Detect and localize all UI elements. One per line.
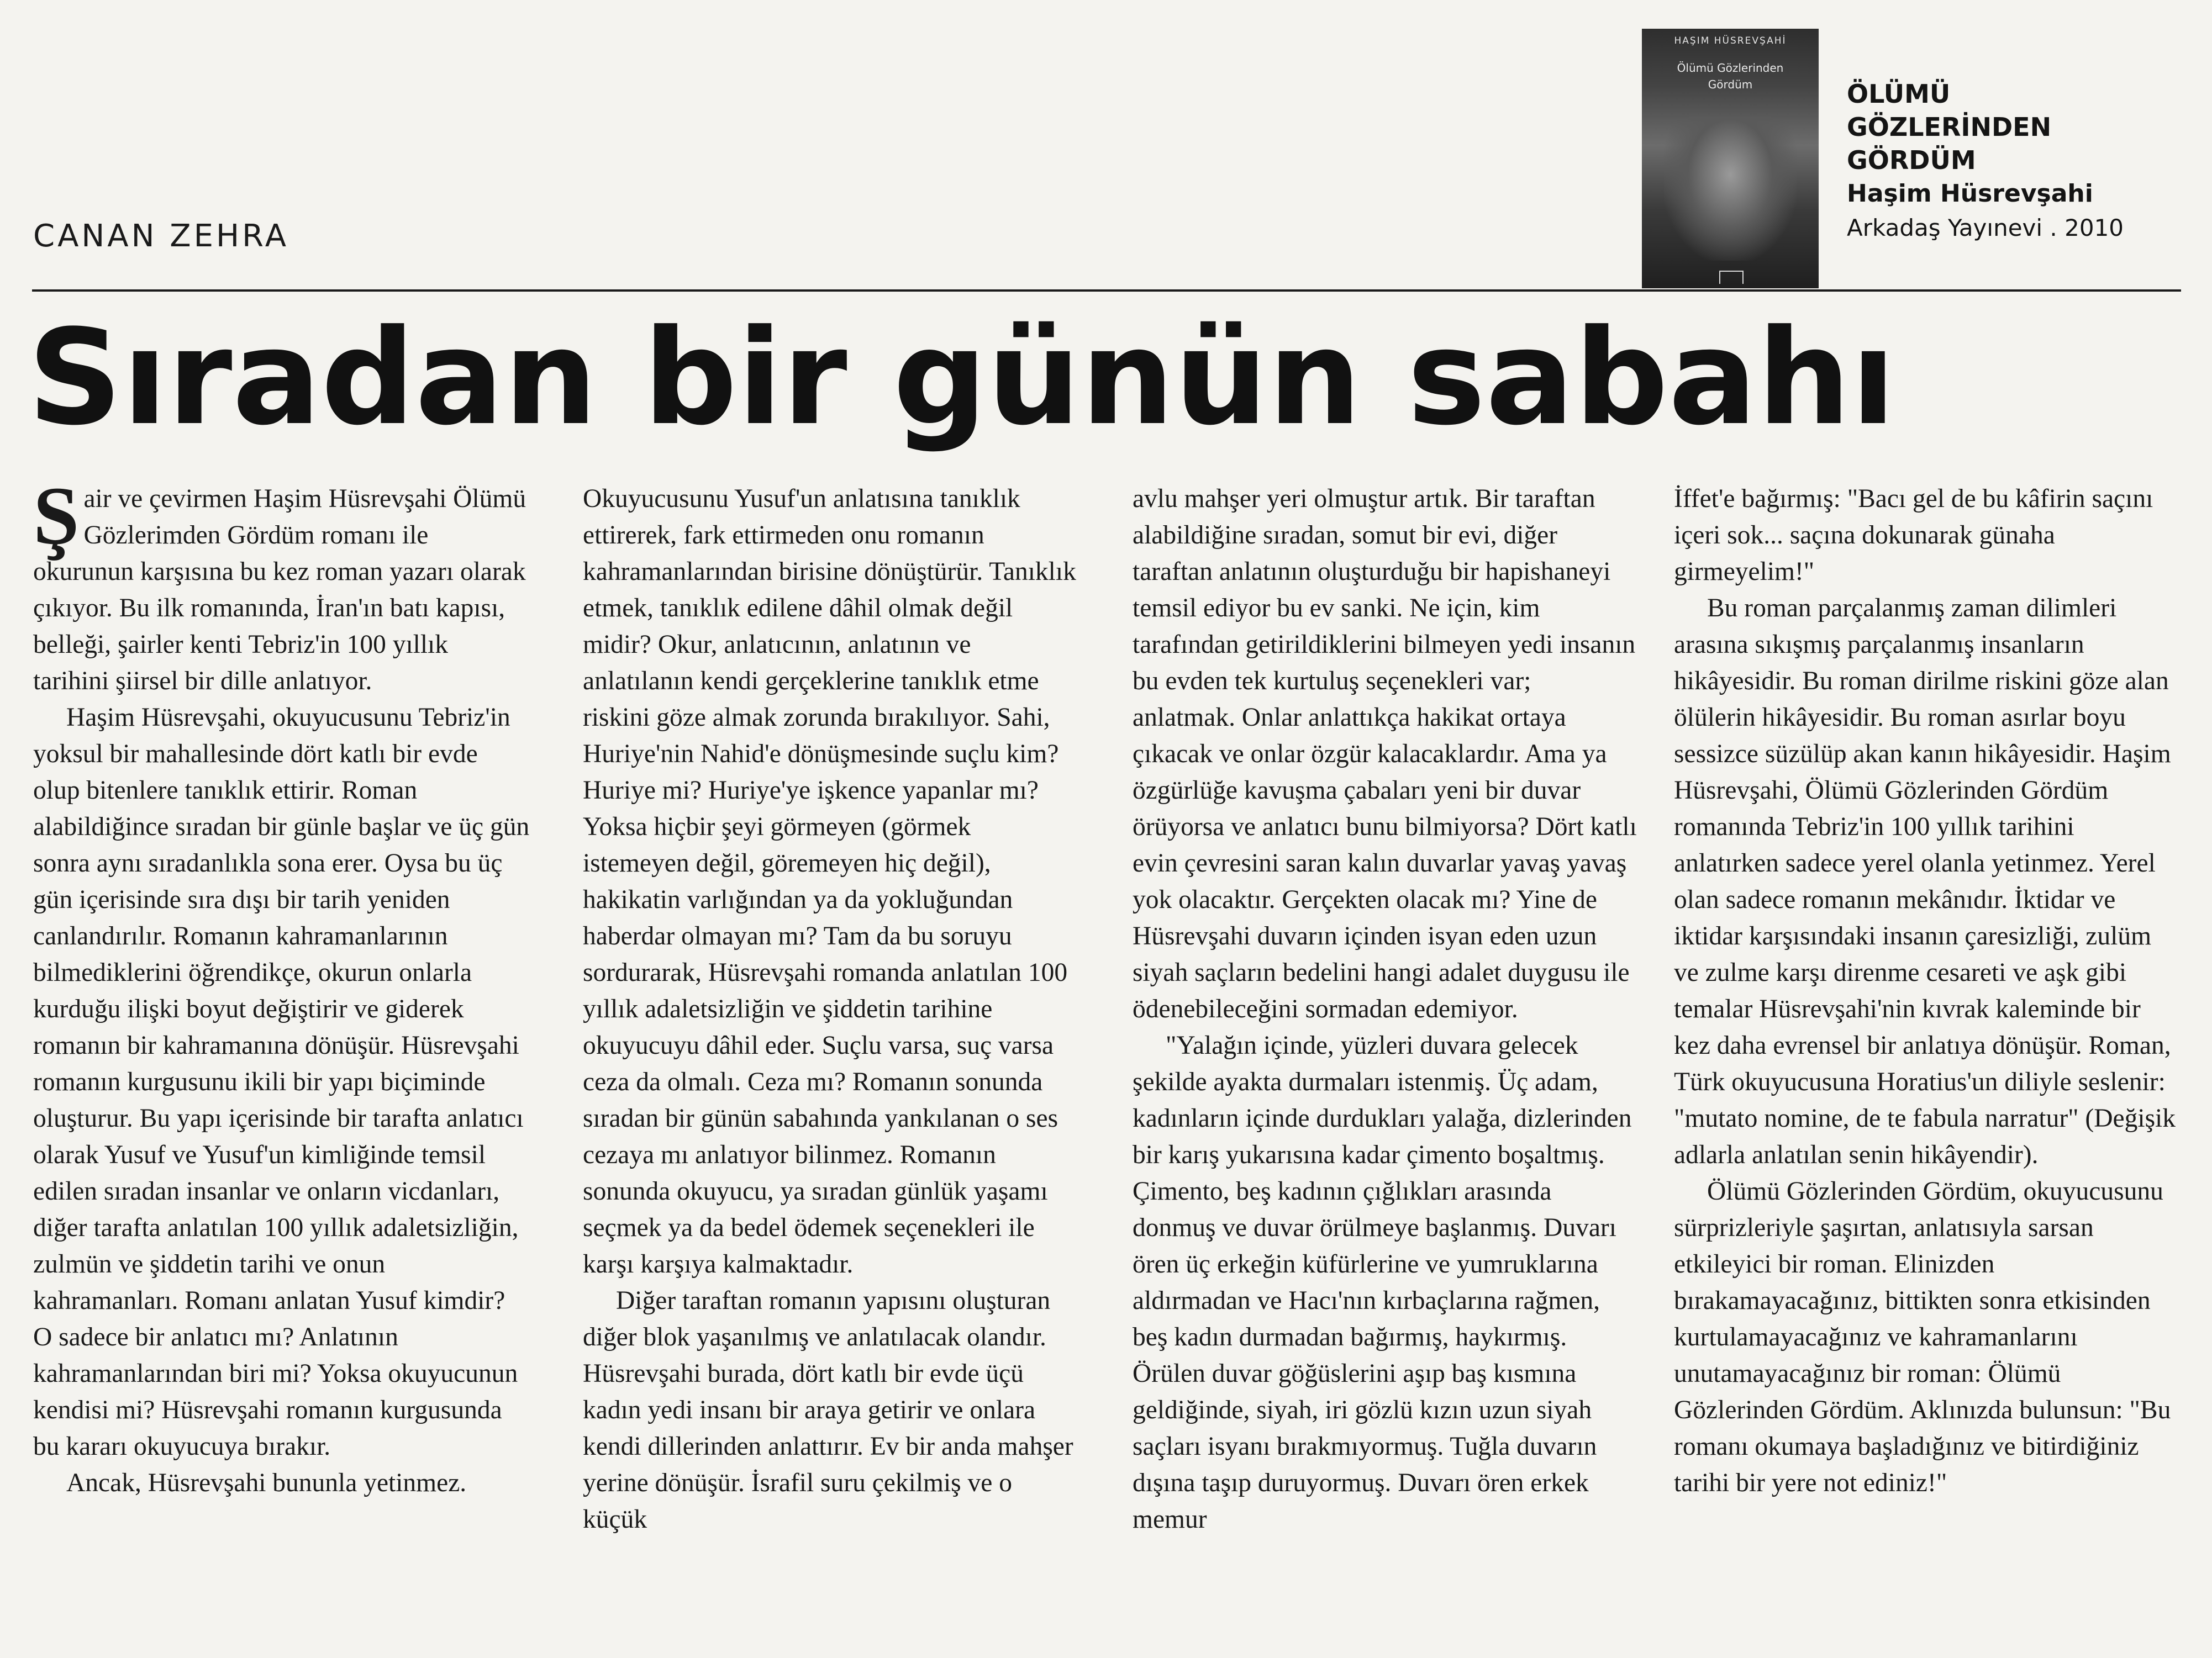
publisher-logo-icon xyxy=(1719,271,1744,284)
book-info xyxy=(1847,77,2189,245)
paragraph: Diğer taraftan romanın yapısını oluşturan diğer blok yaşanılmış ve anlatılacak olandır. Hüsrevşahi burada, dört katlı bir evde üçü kadın yedi insanı bir araya getirir ve onlara kendi dillerinden anlattırır. Ev bir anda mahşer yerine dönüşür. İsrafil suru çekilmiş ve o küçük xyxy=(583,1286,1073,1534)
book-publisher: Arkadaş Yayınevi . 2010 xyxy=(1847,214,2124,241)
cover-author: HAŞIM HÜSREVŞAHİ xyxy=(1674,35,1787,46)
book-author: Haşim Hüsrevşahi xyxy=(1847,179,2093,208)
author-byline: CANAN ZEHRA xyxy=(33,218,289,254)
headline: Sıradan bir günün sabahı xyxy=(28,302,1896,455)
article-column-1 xyxy=(33,480,530,1646)
paragraph: Bu roman parçalanmış zaman dilimleri arasına sıkışmış parçalanmış insanların hikâyesidir. Bu roman dirilme riskini göze alan ölülerin hikâyesidir. Bu roman asırlar boyu sessizce süzülüp akan kanın hikâyesidir. Haşim Hüsrevşahi, Ölümü Gözlerinden Gördüm romanında Tebriz'in 100 yıllık tarihini anlatırken sadece yerel olanla yetinmez. Yerel olan sadece romanın mekânıdır. İktidar ve iktidar karşısındaki insanın çaresizliği, zulüm ve zulme karşı direnme cesareti ve aşk gibi temalar Hüsrevşahi'nin kıvrak kaleminde bir kez daha evrensel bir anlatıya dönüşür. Roman, Türk okuyucusuna Horatius'un diliyle seslenir: "mutato nomine, de te fabula narratur" (Değişik adlarla anlatılan senin hikâyendir). xyxy=(1674,594,2176,1169)
article-column-4 xyxy=(1674,480,2182,1646)
cover-illustration xyxy=(1664,117,1797,261)
paragraph xyxy=(33,480,530,699)
paragraph: Haşim Hüsrevşahi, okuyucusunu Tebriz'in yoksul bir mahallesinde dört katlı bir evde olup bitenlere tanıklık ettirir. Roman alabildiğince sıradan bir günle başlar ve üç gün sonra aynı sıradanlıkla sona erer. Oysa bu üç gün içerisinde sıra dışı bir tarih yeniden canlandırılır. Romanın kahramanlarının bilmediklerini öğrendikçe, okurun onlarla kurduğu ilişki boyut değiştirir ve giderek romanın bir kahramanına dönüşür. Hüsrevşahi romanın kurgusunu ikili bir yapı biçiminde oluşturur. Bu yapı içerisinde bir tarafta anlatıcı olarak Yusuf ve Yusuf'un kimliğinde temsil edilen sıradan insanlar ve onların vicdanları, diğer tarafta anlatılan 100 yıllık adaletsizliğin, zulmün ve şiddetin tarihi ve onun kahramanları. Romanı anlatan Yusuf kimdir? O sadece bir anlatıcı mı? Anlatının kahramanlarından biri mi? Yoksa okuyucunun kendisi mi? Hüsrevşahi romanın kurgusunda bu kararı okuyucuya bırakır. xyxy=(33,703,530,1461)
paragraph: Ölümü Gözlerinden Gördüm, okuyucusunu sürprizleriyle şaşırtan, anlatısıyla sarsan etkileyici bir roman. Elinizden bırakamayacağınız, bittikten sonra etkisinden kurtulamayacağınız ve kahramanlarını unutamayacağınız bir roman: Ölümü Gözlerinden Gördüm. Aklınızda bulunsun: "Bu romanı okumaya başladığınız ve bitirdiğiniz tarihi bir yere not ediniz!" xyxy=(1674,1177,2171,1497)
paragraph-text: air ve çevirmen Haşim Hüsrevşahi Ölümü Gözlerimden Gördüm romanı ile okurunun karşısına bu kez roman yazarı olarak çıkıyor. Bu ilk romanında, İran'ın batı kapısı, belleği, şairler kenti Tebriz'in 100 yıllık tarihini şiirsel bir dille anlatıyor. xyxy=(33,484,526,695)
paragraph: İffet'e bağırmış: "Bacı gel de bu kâfirin saçını içeri sok... saçına dokunarak günaha girmeyelim!" xyxy=(1674,484,2153,586)
article-column-2 xyxy=(583,480,1080,1646)
drop-cap: Ş xyxy=(33,480,80,562)
paragraph: Okuyucusunu Yusuf'un anlatısına tanıklık ettirerek, fark ettirmeden onu romanın kahramanlarından birisine dönüştürür. Tanıklık etmek, tanıklık edilene dâhil olmak değil midir? Okur, anlatıcının, anlatının ve anlatılanın kendi gerçeklerine tanıklık etme riskini göze almak zorunda bırakılıyor. Sahi, Huriye'nin Nahid'e dönüşmesinde suçlu kim? Huriye mi? Huriye'ye işkence yapanlar mı? Yoksa hiçbir şeyi görmeyen (görmek istemeyen değil, göremeyen hiç değil), hakikatin varlığından ya da yokluğundan haberdar olmayan mı? Tam da bu soruyu sordurarak, Hüsrevşahi romanda anlatılan 100 yıllık adaletsizliğin ve şiddetin tarihine okuyucuyu dâhil eder. Suçlu varsa, suç varsa ceza da olmalı. Ceza mı? Romanın sonunda sıradan bir günün sabahında yankılanan o ses cezaya mı anlatıyor bilinmez. Romanın sonunda okuyucu, ya sıradan günlük yaşamı seçmek ya da bedel ödemek seçenekleri ile karşı karşıya kalmaktadır. xyxy=(583,484,1076,1279)
cover-title: Ölümü Gözlerinden Gördüm xyxy=(1677,61,1784,91)
paragraph: "Yalağın içinde, yüzleri duvara gelecek şekilde ayakta durmaları istenmiş. Üç adam, kadınların içinde durdukları yalağa, dizlerinden bir karış yukarısına kadar çimento boşaltmış. Çimento, beş kadının çığlıkları arasında donmuş ve duvar örülmeye başlanmış. Duvarı ören üç erkeğin küfürlerine ve yumruklarına aldırmadan ve Hacı'nın kırbaçlarına rağmen, beş kadın durmadan bağırmış, haykırmış. Örülen duvar göğüslerini aşıp baş kısmına geldiğinde, siyah, iri gözlü kızın uzun siyah saçları isyanı bırakmıyormuş. Tuğla duvarın dışına taşıp duruyormuş. Duvarı ören erkek memur xyxy=(1133,1031,1632,1534)
article-column-3 xyxy=(1133,480,1638,1646)
paragraph: avlu mahşer yeri olmuştur artık. Bir taraftan alabildiğine sıradan, somut bir evi, diğer taraftan anlatının oluşturduğu bir hapishaneyi temsil ediyor bu ev sanki. Ne için, kim tarafından getirildiklerini bilmeyen yedi insanın bu evden tek kurtuluş seçenekleri var; anlatmak. Onlar anlattıkça hakikat ortaya çıkacak ve onlar özgür kalacaklardır. Ama ya özgürlüğe kavuşma çabaları yeni bir duvar örüyorsa ve anlatıcı bunu bilmiyorsa? Dört katlı evin çevresini saran kalın duvarlar yavaş yavaş yok olacaktır. Gerçekten olacak mı? Yine de Hüsrevşahi duvarın içinden isyan eden uzun siyah saçların bedelini hangi adalet duygusu ile ödenebileceğini sormadan edemiyor. xyxy=(1133,484,1637,1023)
book-cover-image xyxy=(1642,29,1819,288)
paragraph: Ancak, Hüsrevşahi bununla yetinmez. xyxy=(66,1469,467,1497)
header-divider xyxy=(32,289,2181,292)
book-title: ÖLÜMÜ GÖZLERİNDEN GÖRDÜM xyxy=(1847,79,2052,175)
